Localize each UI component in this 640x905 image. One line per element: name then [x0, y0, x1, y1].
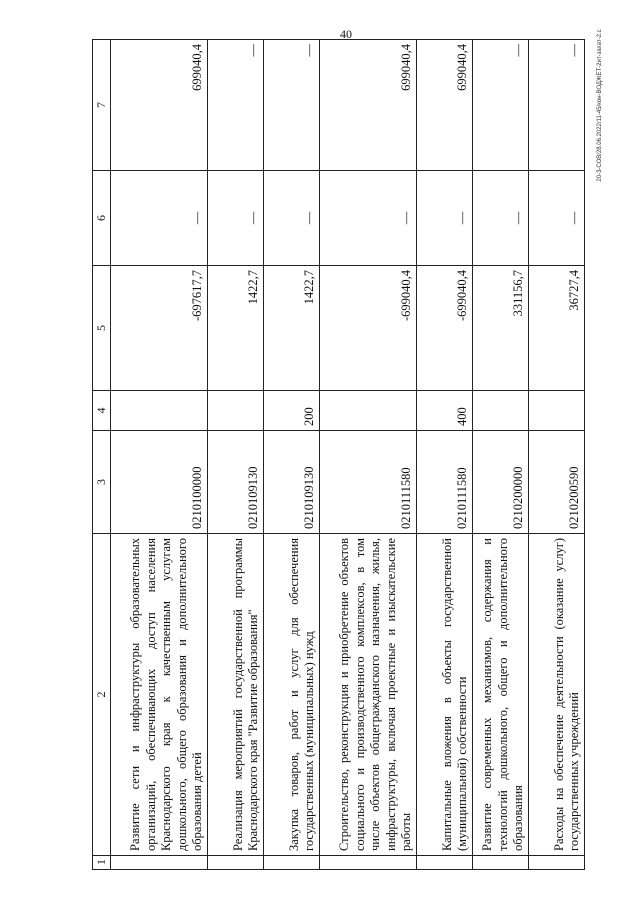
table-row	[208, 40, 264, 870]
cell-amount-6: —	[320, 171, 417, 266]
cell-amount-7: —	[473, 40, 529, 171]
cell-name: Закупка товаров, работ и услуг для обеспечения государственных (муниципальных) нужд	[264, 534, 320, 856]
cell-amount-6: —	[529, 171, 585, 266]
cell-amount-5: 1422,7	[208, 266, 264, 391]
cell-vr	[111, 391, 208, 431]
cell-amount-7: 699040,4	[417, 40, 473, 171]
cell-csr: 0210109130	[264, 431, 320, 534]
col-header-7: 7	[93, 40, 111, 171]
cell-name: Капитальные вложения в объекты государственной (муниципальной) собственности	[417, 534, 473, 856]
cell-name: Реализация мероприятий государственной программы Краснодарского края "Развитие образования"	[208, 534, 264, 856]
col-header-6: 6	[93, 171, 111, 266]
cell-num	[208, 856, 264, 870]
col-header-3: 3	[93, 431, 111, 534]
cell-amount-5: -699040,4	[417, 266, 473, 391]
table-row	[529, 40, 585, 870]
footer-code: 20-3-СОВ/28.06.2022/11-45/кон-ВОДЖЕТ-2ит-захат-2.с	[597, 29, 603, 182]
cell-vr: 400	[417, 391, 473, 431]
cell-num	[417, 856, 473, 870]
cell-num	[473, 856, 529, 870]
cell-amount-5: -697617,7	[111, 266, 208, 391]
budget-table-rotated	[92, 40, 589, 870]
cell-csr: 0210200590	[529, 431, 585, 534]
table-row	[320, 40, 417, 870]
cell-amount-5: 331156,7	[473, 266, 529, 391]
budget-table	[92, 39, 585, 870]
table-row	[417, 40, 473, 870]
cell-amount-7: 699040,4	[320, 40, 417, 171]
cell-amount-6: —	[208, 171, 264, 266]
table-row	[111, 40, 208, 870]
cell-vr	[208, 391, 264, 431]
cell-amount-5: 1422,7	[264, 266, 320, 391]
col-header-2: 2	[93, 534, 111, 856]
cell-num	[529, 856, 585, 870]
cell-csr: 0210200000	[473, 431, 529, 534]
col-header-4: 4	[93, 391, 111, 431]
cell-num	[264, 856, 320, 870]
cell-amount-7: —	[529, 40, 585, 171]
cell-amount-7: —	[208, 40, 264, 171]
cell-csr: 0210111580	[320, 431, 417, 534]
cell-name: Расходы на обеспечение деятельности (оказание услуг) государственных учреждений	[529, 534, 585, 856]
cell-amount-6: —	[473, 171, 529, 266]
cell-vr: 200	[264, 391, 320, 431]
cell-name: Развитие сети и инфраструктуры образовательных организаций, обеспечивающих доступ населения Краснодарского края к качественным услугам дошкольного, общего образования и дополнительного образования детей	[111, 534, 208, 856]
cell-num	[111, 856, 208, 870]
cell-amount-5: -699040,4	[320, 266, 417, 391]
table-row	[473, 40, 529, 870]
cell-csr: 0210111580	[417, 431, 473, 534]
cell-amount-6: —	[111, 171, 208, 266]
cell-name: Строительство, реконструкция и приобретение объектов социального и производственного комплексов, в том числе объектов общегражданского назначения, жилья, инфраструктуры, включая проектные и изыскательские работы	[320, 534, 417, 856]
col-header-5: 5	[93, 266, 111, 391]
cell-num	[320, 856, 417, 870]
header-row	[93, 40, 111, 870]
cell-vr	[473, 391, 529, 431]
col-header-1: 1	[93, 856, 111, 870]
cell-amount-6: —	[417, 171, 473, 266]
cell-vr	[320, 391, 417, 431]
cell-vr	[529, 391, 585, 431]
table-row	[264, 40, 320, 870]
cell-csr: 0210109130	[208, 431, 264, 534]
cell-amount-6: —	[264, 171, 320, 266]
cell-name: Развитие современных механизмов, содержания и технологий дошкольного, общего и дополнительного образования	[473, 534, 529, 856]
cell-amount-7: 699040,4	[111, 40, 208, 171]
cell-amount-7: —	[264, 40, 320, 171]
cell-csr: 0210100000	[111, 431, 208, 534]
cell-amount-5: 36727,4	[529, 266, 585, 391]
page-number: 40	[340, 27, 352, 41]
